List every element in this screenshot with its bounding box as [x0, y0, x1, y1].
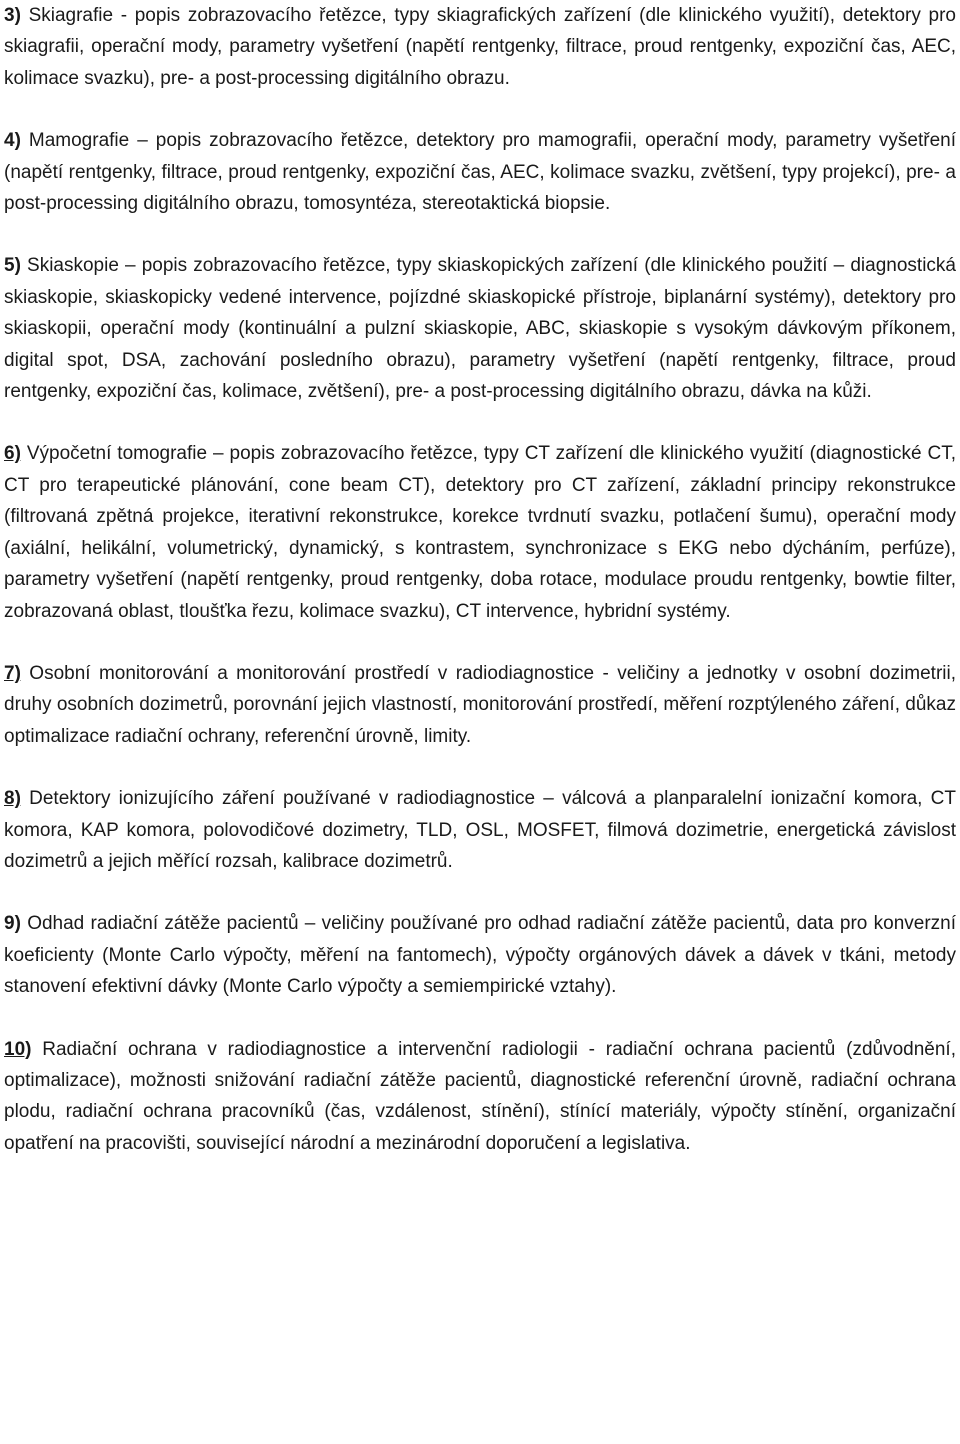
- item-text: Osobní monitorování a monitorování prostředí v radiodiagnostice - veličiny a jednotky v osobní dozimetrii, druhy osobních dozimetrů, porovnání jejich vlastností, monitorování prostředí, měření rozptýleného záření, důkaz optimalizace radiační ochrany, referenční úrovně, limity.: [4, 662, 956, 747]
- list-item: [4, 250, 956, 407]
- item-number: 4): [4, 130, 21, 152]
- item-text: Výpočetní tomografie – popis zobrazovacího řetězce, typy CT zařízení dle klinického využití (diagnostické CT, CT pro terapeutické plánování, cone beam CT), detektory pro CT zařízení, základní principy rekonstrukce (filtrovaná zpětná projekce, iterativní rekonstrukce, korekce tvrdnutí svazku, potlačení šumu), operační mody (axiální, helikální, volumetrický, dynamický, s kontrastem, synchronizace s EKG nebo dýcháním, perfúze), parametry vyšetření (napětí rentgenky, proud rentgenky, doba rotace, modulace proudu rentgenky, bowtie filter, zobrazovaná oblast, tloušťka řezu, kolimace svazku), CT intervence, hybridní systémy.: [4, 443, 956, 622]
- item-number: 6): [4, 443, 21, 465]
- item-text: Odhad radiační zátěže pacientů – veličiny používané pro odhad radiační zátěže pacientů, data pro konverzní koeficienty (Monte Carlo výpočty, měření na fantomech), výpočty orgánových dávek a dávek v tkáni, metody stanovení efektivní dávky (Monte Carlo výpočty a semiempirické vztahy).: [4, 913, 956, 998]
- item-text: Skiaskopie – popis zobrazovacího řetězce, typy skiaskopických zařízení (dle klinického použití – diagnostická skiaskopie, skiaskopicky vedené intervence, pojízdné skiaskopické přístroje, biplanární systémy), detektory pro skiaskopii, operační mody (kontinuální a pulzní skiaskopie, ABC, skiaskopie s vysokým dávkovým příkonem, digital spot, DSA, zachování posledního obrazu), parametry vyšetření (napětí rentgenky, filtrace, proud rentgenky, expoziční čas, kolimace, zvětšení), pre- a post-processing digitálního obrazu, dávka na kůži.: [4, 255, 956, 403]
- item-text: Skiagrafie - popis zobrazovacího řetězce, typy skiagrafických zařízení (dle klinického využití), detektory pro skiagrafii, operační mody, parametry vyšetření (napětí rentgenky, filtrace, proud rentgenky, expoziční čas, AEC, kolimace svazku), pre- a post-processing digitálního obrazu.: [4, 5, 956, 89]
- item-number: 5): [4, 255, 21, 277]
- list-item: [4, 125, 956, 219]
- item-text: Radiační ochrana v radiodiagnostice a intervenční radiologii - radiační ochrana pacientů (zdůvodnění, optimalizace), možnosti snižování radiační zátěže pacientů, diagnostické referenční úrovně, radiační ochrana plodu, radiační ochrana pracovníků (čas, vzdálenost, stínění), stínící materiály, výpočty stínění, organizační opatření na pracovišti, související národní a mezinárodní doporučení a legislativa.: [4, 1038, 956, 1154]
- document-body: [4, 0, 956, 1159]
- item-text: Mamografie – popis zobrazovacího řetězce, detektory pro mamografii, operační mody, parametry vyšetření (napětí rentgenky, filtrace, proud rentgenky, expoziční čas, AEC, kolimace svazku, zvětšení, typy projekcí), pre- a post-processing digitálního obrazu, tomosyntéza, stereotaktická biopsie.: [4, 130, 956, 215]
- list-item: [4, 908, 956, 1002]
- item-number: 9): [4, 913, 21, 935]
- list-item: [4, 1034, 956, 1160]
- list-item: [4, 658, 956, 752]
- item-number: 3): [4, 5, 21, 26]
- item-number: 7): [4, 662, 21, 684]
- item-number: 10): [4, 1038, 32, 1060]
- list-item: [4, 0, 956, 94]
- list-item: [4, 438, 956, 626]
- item-text: Detektory ionizujícího záření používané v radiodiagnostice – válcová a planparalelní ionizační komora, CT komora, KAP komora, polovodičové dozimetry, TLD, OSL, MOSFET, filmová dozimetrie, energetická závislost dozimetrů a jejich měřící rozsah, kalibrace dozimetrů.: [4, 788, 956, 872]
- list-item: [4, 783, 956, 877]
- item-number: 8): [4, 788, 21, 810]
